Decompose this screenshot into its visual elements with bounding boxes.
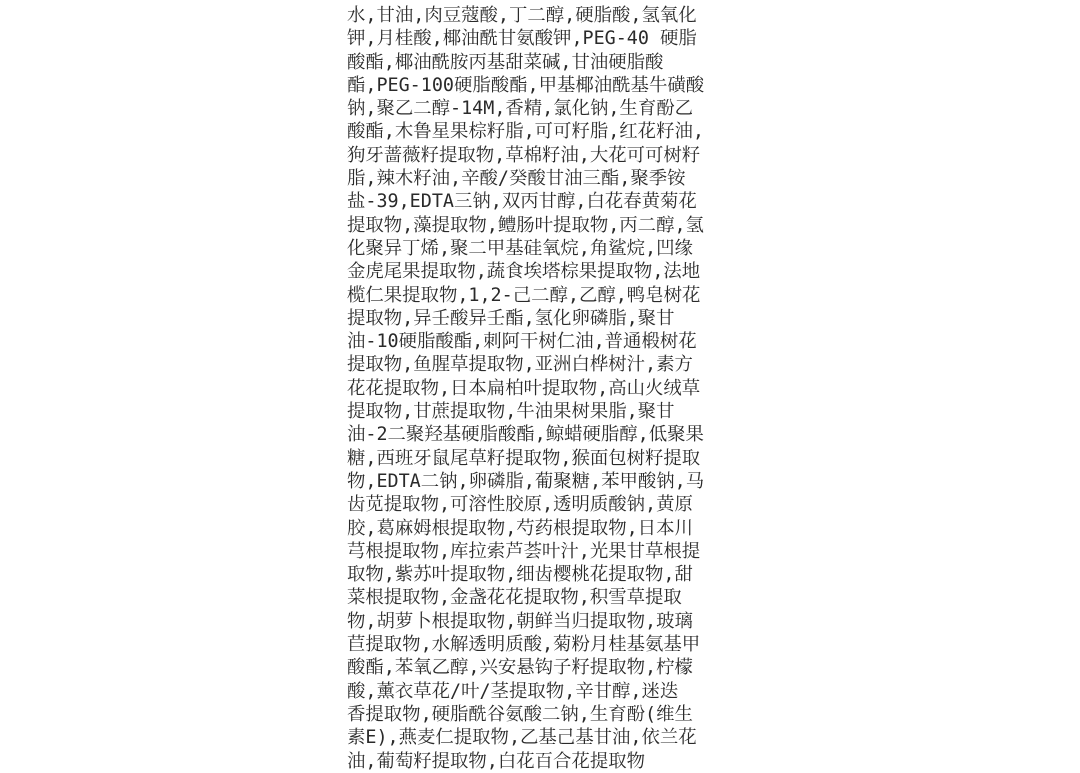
ingredient-line: 水,甘油,肉豆蔻酸,丁二醇,硬脂酸,氢氧化	[347, 5, 697, 26]
ingredient-line: 油,葡萄籽提取物,白花百合花提取物	[347, 750, 646, 772]
ingredient-line: 盐-39,EDTA三钠,双丙甘醇,白花春黄菊花	[347, 191, 697, 213]
ingredient-line: 酸酯,木鲁星果棕籽脂,可可籽脂,红花籽油,	[347, 121, 704, 143]
ingredient-line: 钾,月桂酸,椰油酰甘氨酸钾,PEG-40 硬脂	[347, 28, 697, 50]
ingredient-line: 榄仁果提取物,1,2-己二醇,乙醇,鸭皂树花	[347, 284, 701, 306]
ingredient-line: 钠,聚乙二醇-14M,香精,氯化钠,生育酚乙	[347, 98, 694, 120]
ingredient-line: 物,EDTA二钠,卵磷脂,葡聚糖,苯甲酸钠,马	[347, 470, 705, 492]
ingredient-line: 取物,紫苏叶提取物,细齿樱桃花提取物,甜	[347, 564, 693, 586]
ingredient-line: 胶,葛麻姆根提取物,芍药根提取物,日本川	[347, 517, 693, 539]
ingredient-list	[347, 4, 739, 773]
ingredient-line: 提取物,鱼腥草提取物,亚洲白桦树汁,素方	[347, 354, 693, 376]
ingredient-line: 脂,辣木籽油,辛酸/癸酸甘油三酯,聚季铵	[347, 168, 686, 190]
ingredient-line: 菜根提取物,金盏花花提取物,积雪草提取	[347, 587, 682, 609]
ingredient-line: 金虎尾果提取物,蔬食埃塔棕果提取物,法地	[347, 261, 701, 283]
ingredient-line: 酸酯,苯氧乙醇,兴安悬钩子籽提取物,柠檬	[347, 657, 693, 679]
ingredient-line: 齿苋提取物,可溶性胶原,透明质酸钠,黄原	[347, 494, 693, 516]
ingredient-line: 化聚异丁烯,聚二甲基硅氧烷,角鲨烷,凹缘	[347, 237, 693, 259]
ingredient-line: 提取物,异壬酸异壬酯,氢化卵磷脂,聚甘	[347, 307, 675, 329]
ingredient-line: 酸,薰衣草花/叶/茎提取物,辛甘醇,迷迭	[347, 680, 679, 702]
ingredient-line: 油-10硬脂酸酯,刺阿干树仁油,普通椴树花	[347, 331, 697, 353]
ingredient-line: 苣提取物,水解透明质酸,菊粉月桂基氨基甲	[347, 634, 701, 656]
ingredient-line: 酸酯,椰油酰胺丙基甜菜碱,甘油硬脂酸	[347, 51, 664, 73]
ingredient-line: 物,胡萝卜根提取物,朝鲜当归提取物,玻璃	[347, 610, 693, 632]
ingredient-line: 油-2二聚羟基硬脂酸酯,鲸蜡硬脂醇,低聚果	[347, 424, 704, 446]
ingredient-line: 酯,PEG-100硬脂酸酯,甲基椰油酰基牛磺酸	[347, 74, 705, 96]
ingredient-line: 芎根提取物,库拉索芦荟叶汁,光果甘草根提	[347, 540, 701, 562]
ingredient-line: 提取物,甘蔗提取物,牛油果树果脂,聚甘	[347, 401, 675, 423]
ingredient-line: 糖,西班牙鼠尾草籽提取物,猴面包树籽提取	[347, 447, 701, 469]
ingredient-line: 提取物,藻提取物,鳢肠叶提取物,丙二醇,氢	[347, 214, 704, 236]
ingredient-line: 香提取物,硬脂酰谷氨酸二钠,生育酚(维生	[347, 703, 693, 725]
ingredient-line: 素E),燕麦仁提取物,乙基己基甘油,依兰花	[347, 727, 697, 749]
ingredient-line: 花花提取物,日本扁柏叶提取物,高山火绒草	[347, 377, 701, 399]
ingredient-line: 狗牙蔷薇籽提取物,草棉籽油,大花可可树籽	[347, 144, 701, 166]
